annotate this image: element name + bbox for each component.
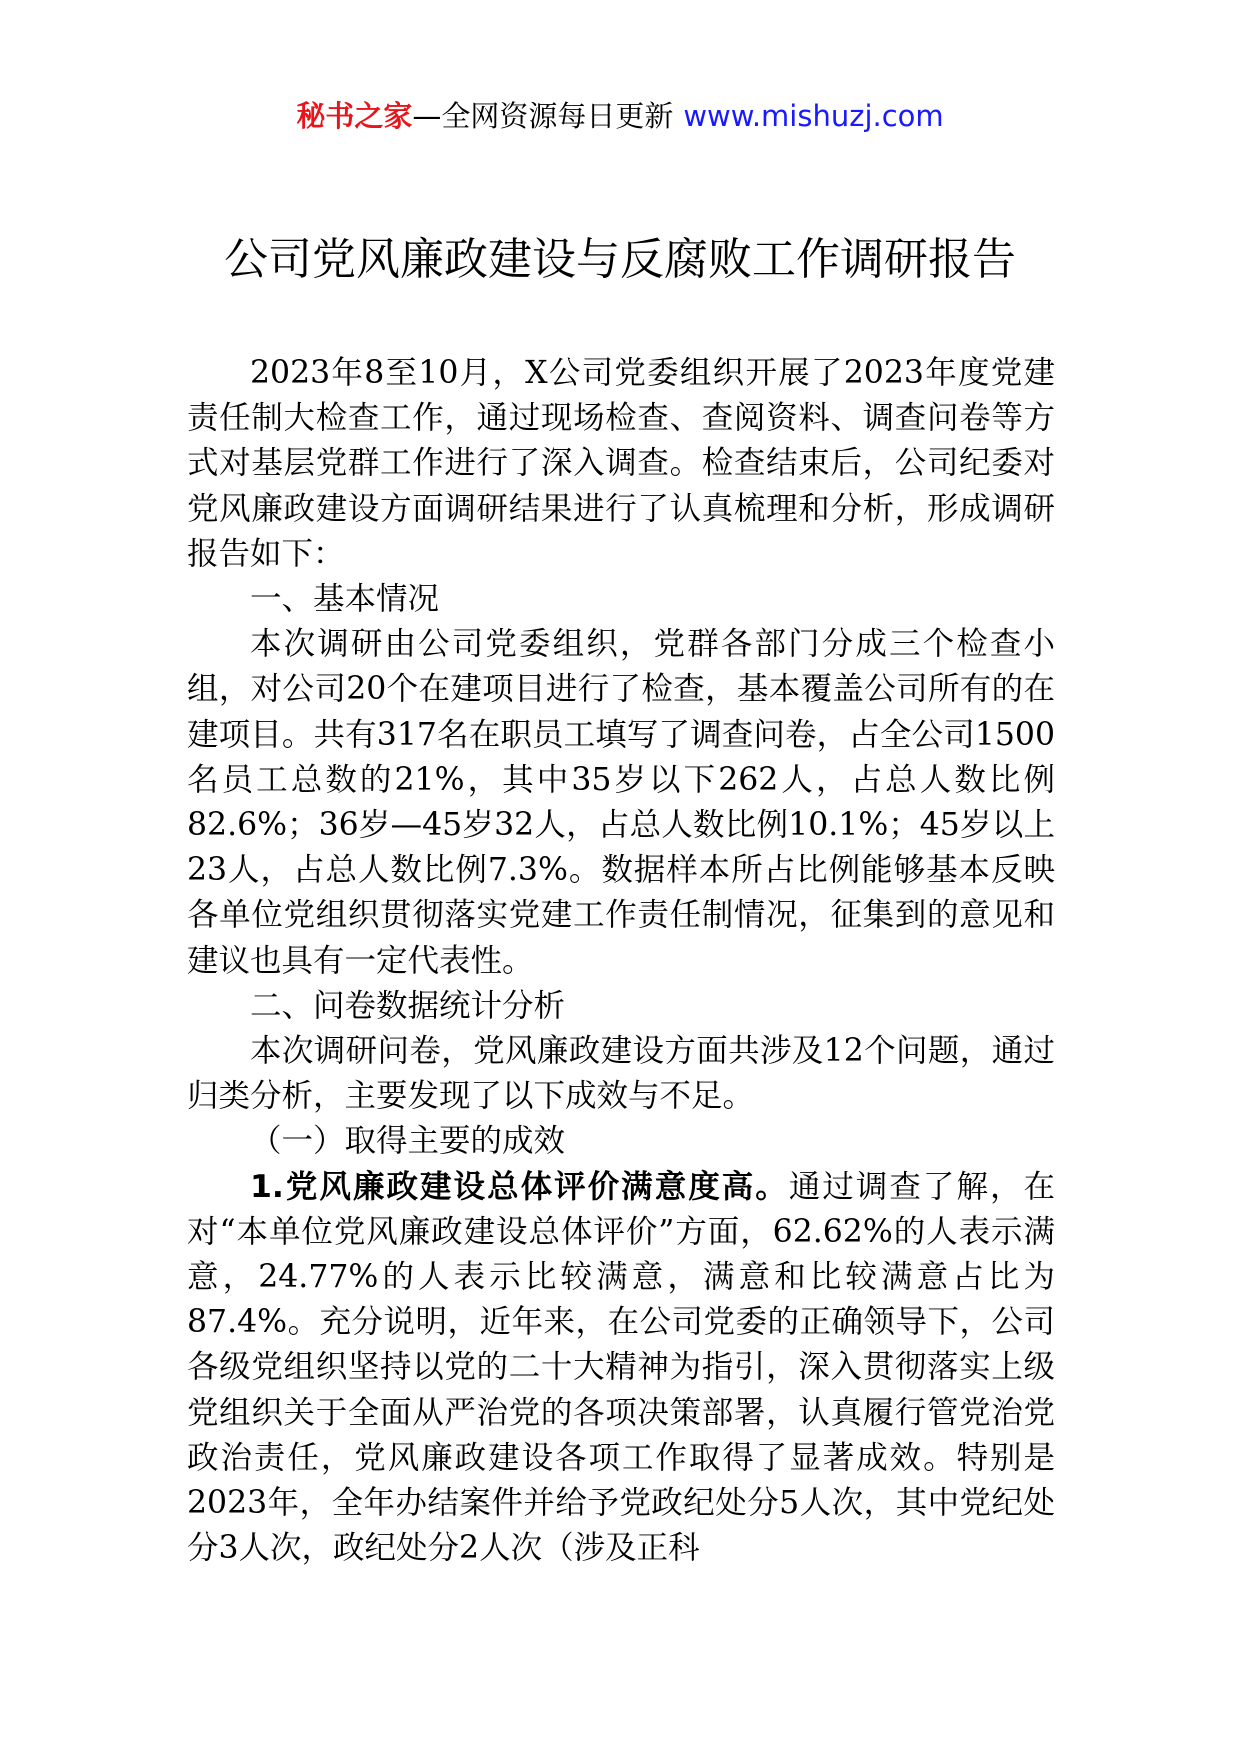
brand-name: 秘书之家 xyxy=(296,99,413,133)
site-url-link[interactable]: www.mishuzj.com xyxy=(683,99,944,133)
basic-situation-paragraph: 本次调研由公司党委组织，党群各部门分成三个检查小组，对公司20个在建项目进行了检查，基本覆盖公司所有的在建项目。共有317名在职员工填写了调查问卷，占全公司1500名员工总数的21%，其中35岁以下262人，占总人数比例82.6%；36岁—45岁32人，占总人数比例10.1%；45岁以上23人，占总人数比例7.3%。数据样本所占比例能够基本反映各单位党组织贯彻落实党建工作责任制情况，征集到的意见和建议也具有一定代表性。 xyxy=(187,626,1055,979)
document-title: 公司党风廉政建设与反腐败工作调研报告 xyxy=(224,234,1016,285)
section-heading-basic-situation: 一、基本情况 xyxy=(250,581,440,618)
header-tagline: —全网资源每日更新 xyxy=(412,99,674,133)
document-body xyxy=(187,351,1055,1571)
survey-analysis-paragraph: 本次调研问卷，党风廉政建设方面共涉及12个问题，通过归类分析，主要发现了以下成效与不足。 xyxy=(187,1033,1055,1115)
site-header-banner xyxy=(0,96,1240,136)
point-1-lead: 1.党风廉政建设总体评价满意度高。 xyxy=(250,1168,789,1205)
point-1-text: 通过调查了解，在对“本单位党风廉政建设总体评价”方面，62.62%的人表示满意，24.77%的人表示比较满意，满意和比较满意占比为87.4%。充分说明，近年来，在公司党委的正确领导下，公司各级党组织坚持以党的二十大精神为指引，深入贯彻落实上级党组织关于全面从严治党的各项决策部署，认真履行管党治党政治责任，党风廉政建设各项工作取得了显著成效。特别是2023年，全年办结案件并给予党政纪处分5人次，其中党纪处分3人次，政纪处分2人次（涉及正科 xyxy=(187,1168,1055,1567)
point-1-paragraph xyxy=(187,1165,1055,1572)
intro-paragraph: 2023年8至10月，X公司党委组织开展了2023年度党建责任制大检查工作，通过现场检查、查阅资料、调查问卷等方式对基层党群工作进行了深入调查。检查结束后，公司纪委对党风廉政建设方面调研结果进行了认真梳理和分析，形成调研报告如下： xyxy=(187,355,1055,572)
subsection-heading-achievements: （一）取得主要的成效 xyxy=(250,1123,566,1160)
section-heading-survey-analysis: 二、问卷数据统计分析 xyxy=(250,987,566,1024)
